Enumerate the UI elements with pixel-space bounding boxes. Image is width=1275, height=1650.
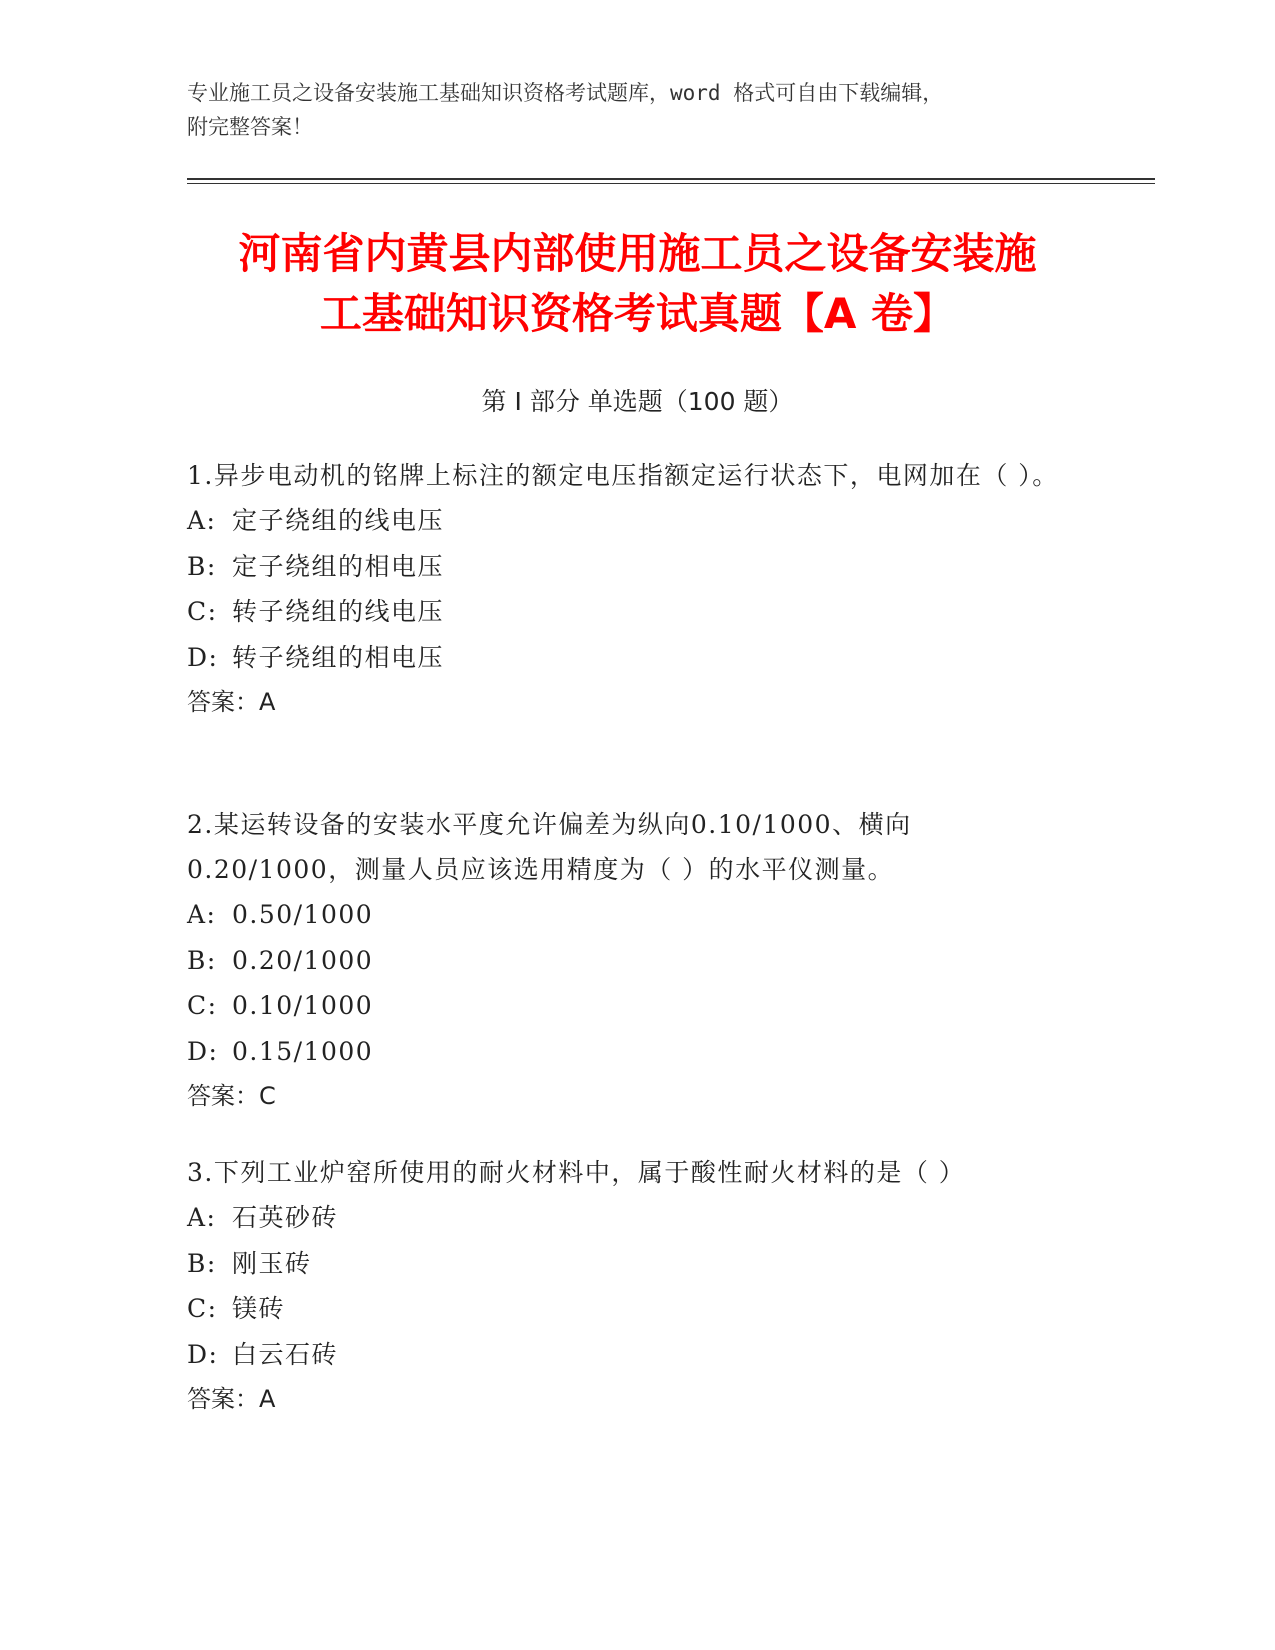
question-stem: 2.某运转设备的安装水平度允许偏差为纵向0.10/1000、横向0.20/1000，测量人员应该选用精度为（ ）的水平仪测量。	[187, 810, 912, 884]
option-letter: B:	[187, 945, 217, 975]
header-note-line1: 专业施工员之设备安装施工基础知识资格考试题库，word 格式可自由下载编辑，	[187, 81, 944, 105]
header-divider-thick	[187, 178, 1155, 180]
answer-label: 答案：A	[187, 1385, 276, 1413]
section-heading: 第 I 部分 单选题（100 题）	[481, 387, 794, 416]
document-title-line2: 工基础知识资格考试真题【A 卷】	[319, 289, 956, 338]
option-letter: A:	[187, 900, 217, 929]
question-3	[187, 1150, 1067, 1422]
option-text: 0.10/1000	[232, 991, 374, 1020]
option-c	[187, 983, 1067, 1029]
option-text: 0.15/1000	[232, 1036, 374, 1066]
option-text: 0.50/1000	[232, 900, 374, 929]
header-divider-thin	[187, 183, 1155, 184]
option-letter: B:	[187, 551, 217, 581]
option-b	[187, 544, 1067, 590]
option-text: 0.20/1000	[232, 945, 374, 975]
option-d	[187, 1029, 1067, 1075]
option-letter: B:	[187, 1248, 217, 1278]
option-letter: A:	[187, 1203, 217, 1232]
option-text: 定子绕组的相电压	[232, 551, 445, 581]
option-letter: D:	[187, 642, 219, 672]
option-b	[187, 1241, 1067, 1287]
header-note-line2: 附完整答案！	[187, 115, 313, 139]
option-letter: D:	[187, 1339, 219, 1369]
option-text: 镁砖	[232, 1294, 286, 1323]
question-stem: 1.异步电动机的铭牌上标注的额定电压指额定运行状态下，电网加在（ ）。	[187, 461, 1059, 490]
option-letter: C:	[187, 1294, 218, 1323]
document-title	[150, 224, 1125, 344]
option-c	[187, 589, 1067, 635]
option-text: 转子绕组的相电压	[232, 642, 445, 672]
option-text: 石英砂砖	[232, 1203, 339, 1232]
answer-label: 答案：A	[187, 688, 276, 716]
option-text: 转子绕组的线电压	[232, 597, 445, 626]
option-d	[187, 635, 1067, 681]
option-text: 定子绕组的线电压	[232, 506, 445, 535]
option-text: 白云石砖	[232, 1339, 339, 1369]
option-a	[187, 1195, 1067, 1241]
option-text: 刚玉砖	[232, 1248, 312, 1278]
option-b	[187, 938, 1067, 984]
option-d	[187, 1332, 1067, 1378]
option-letter: C:	[187, 597, 218, 626]
question-1	[187, 453, 1067, 725]
question-2	[187, 802, 1067, 1119]
question-stem: 3.下列工业炉窑所使用的耐火材料中，属于酸性耐火材料的是（ ）	[187, 1158, 966, 1187]
header-note	[187, 76, 1067, 144]
document-title-line1: 河南省内黄县内部使用施工员之设备安装施	[238, 229, 1037, 278]
option-c	[187, 1286, 1067, 1332]
option-letter: C:	[187, 991, 218, 1020]
option-a	[187, 498, 1067, 544]
option-letter: D:	[187, 1036, 219, 1066]
option-a	[187, 892, 1067, 938]
answer-label: 答案：C	[187, 1082, 276, 1110]
option-letter: A:	[187, 506, 217, 535]
